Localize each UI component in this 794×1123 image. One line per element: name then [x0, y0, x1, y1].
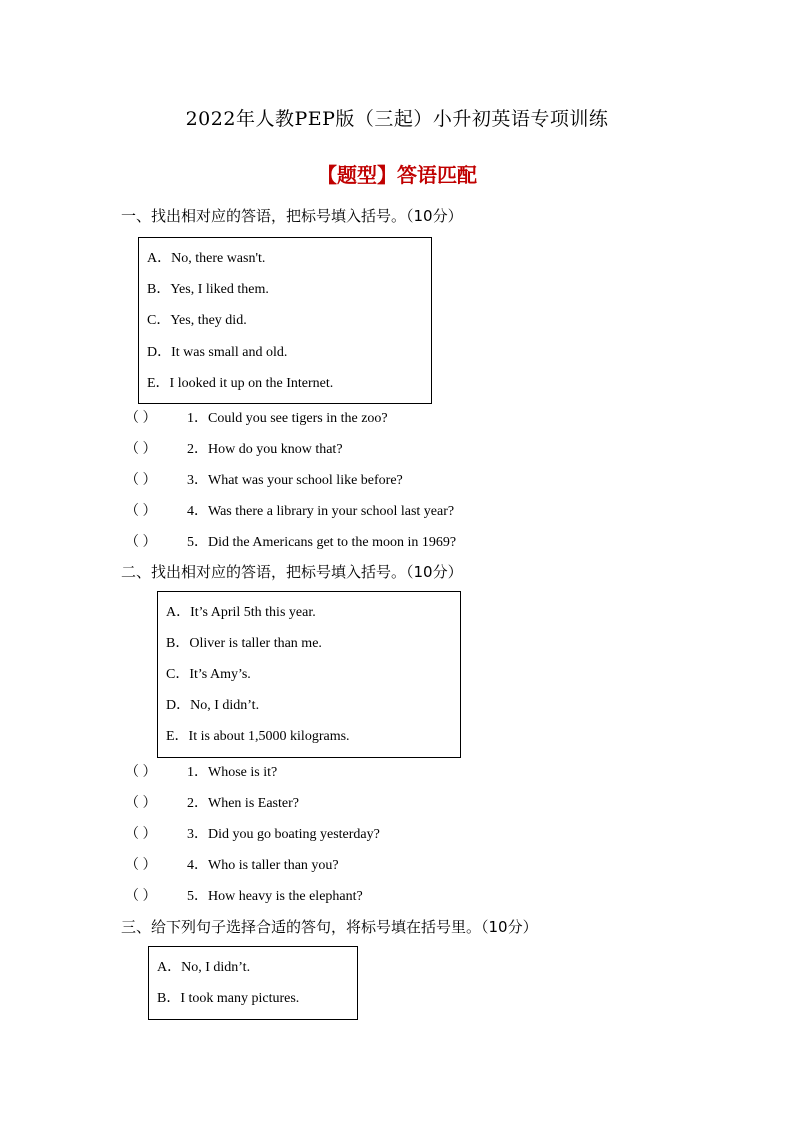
answer-option: D．No, I didn’t. — [166, 698, 260, 713]
answer-option: A．No, I didn’t. — [157, 960, 251, 975]
answer-blank[interactable]: （ ） — [125, 889, 157, 904]
question-text: 2．How do you know that? — [187, 442, 343, 457]
answer-option: D．It was small and old. — [147, 345, 288, 360]
question-text: 5．How heavy is the elephant? — [187, 889, 363, 904]
section-3-heading: 三、给下列句子选择合适的答句，将标号填在括号里。（10分） — [121, 918, 538, 936]
answer-option: E．It is about 1,5000 kilograms. — [166, 729, 350, 744]
answer-blank[interactable]: （ ） — [125, 442, 157, 457]
answer-blank[interactable]: （ ） — [125, 796, 157, 811]
question-text: 3．What was your school like before? — [187, 473, 403, 488]
answer-option: C．Yes, they did. — [147, 313, 247, 328]
question-text: 4．Was there a library in your school last year? — [187, 504, 455, 519]
answer-blank[interactable]: （ ） — [125, 858, 157, 873]
question-text: 3．Did you go boating yesterday? — [187, 827, 380, 842]
section-3-answer-box — [148, 946, 358, 1020]
question-line — [125, 761, 277, 781]
question-text: 1．Whose is it? — [187, 765, 278, 780]
section-2-heading: 二、找出相对应的答语，把标号填入括号。（10分） — [121, 563, 463, 581]
answer-blank[interactable]: （ ） — [125, 504, 157, 519]
question-line — [125, 438, 343, 458]
answer-option: B．I took many pictures. — [157, 991, 300, 1006]
question-line — [125, 792, 299, 812]
answer-option: B．Oliver is taller than me. — [166, 636, 322, 651]
answer-blank[interactable]: （ ） — [125, 827, 157, 842]
question-line — [125, 854, 339, 874]
answer-option: B．Yes, I liked them. — [147, 282, 269, 297]
answer-blank[interactable]: （ ） — [125, 765, 157, 780]
question-text: 4．Who is taller than you? — [187, 858, 339, 873]
answer-option: E．I looked it up on the Internet. — [147, 376, 334, 391]
section-2-answer-box — [157, 591, 461, 758]
question-line — [125, 500, 454, 520]
section-1-heading: 一、找出相对应的答语，把标号填入括号。（10分） — [121, 207, 463, 225]
question-type-subtitle: 【题型】答语匹配 — [317, 163, 477, 187]
question-text: 2．When is Easter? — [187, 796, 299, 811]
question-line — [125, 531, 456, 551]
question-text: 5．Did the Americans get to the moon in 1969? — [187, 535, 457, 550]
answer-option: A．It’s April 5th this year. — [166, 605, 316, 620]
answer-blank[interactable]: （ ） — [125, 535, 157, 550]
section-1-answer-box — [138, 237, 432, 404]
question-line — [125, 407, 388, 427]
answer-blank[interactable]: （ ） — [125, 411, 157, 426]
question-text: 1．Could you see tigers in the zoo? — [187, 411, 388, 426]
answer-blank[interactable]: （ ） — [125, 473, 157, 488]
page-title: 2022年人教PEP版（三起）小升初英语专项训练 — [185, 108, 609, 130]
question-line — [125, 469, 403, 489]
question-line — [125, 823, 380, 843]
answer-option: A．No, there wasn't. — [147, 251, 266, 266]
question-line — [125, 885, 363, 905]
answer-option: C．It’s Amy’s. — [166, 667, 251, 682]
